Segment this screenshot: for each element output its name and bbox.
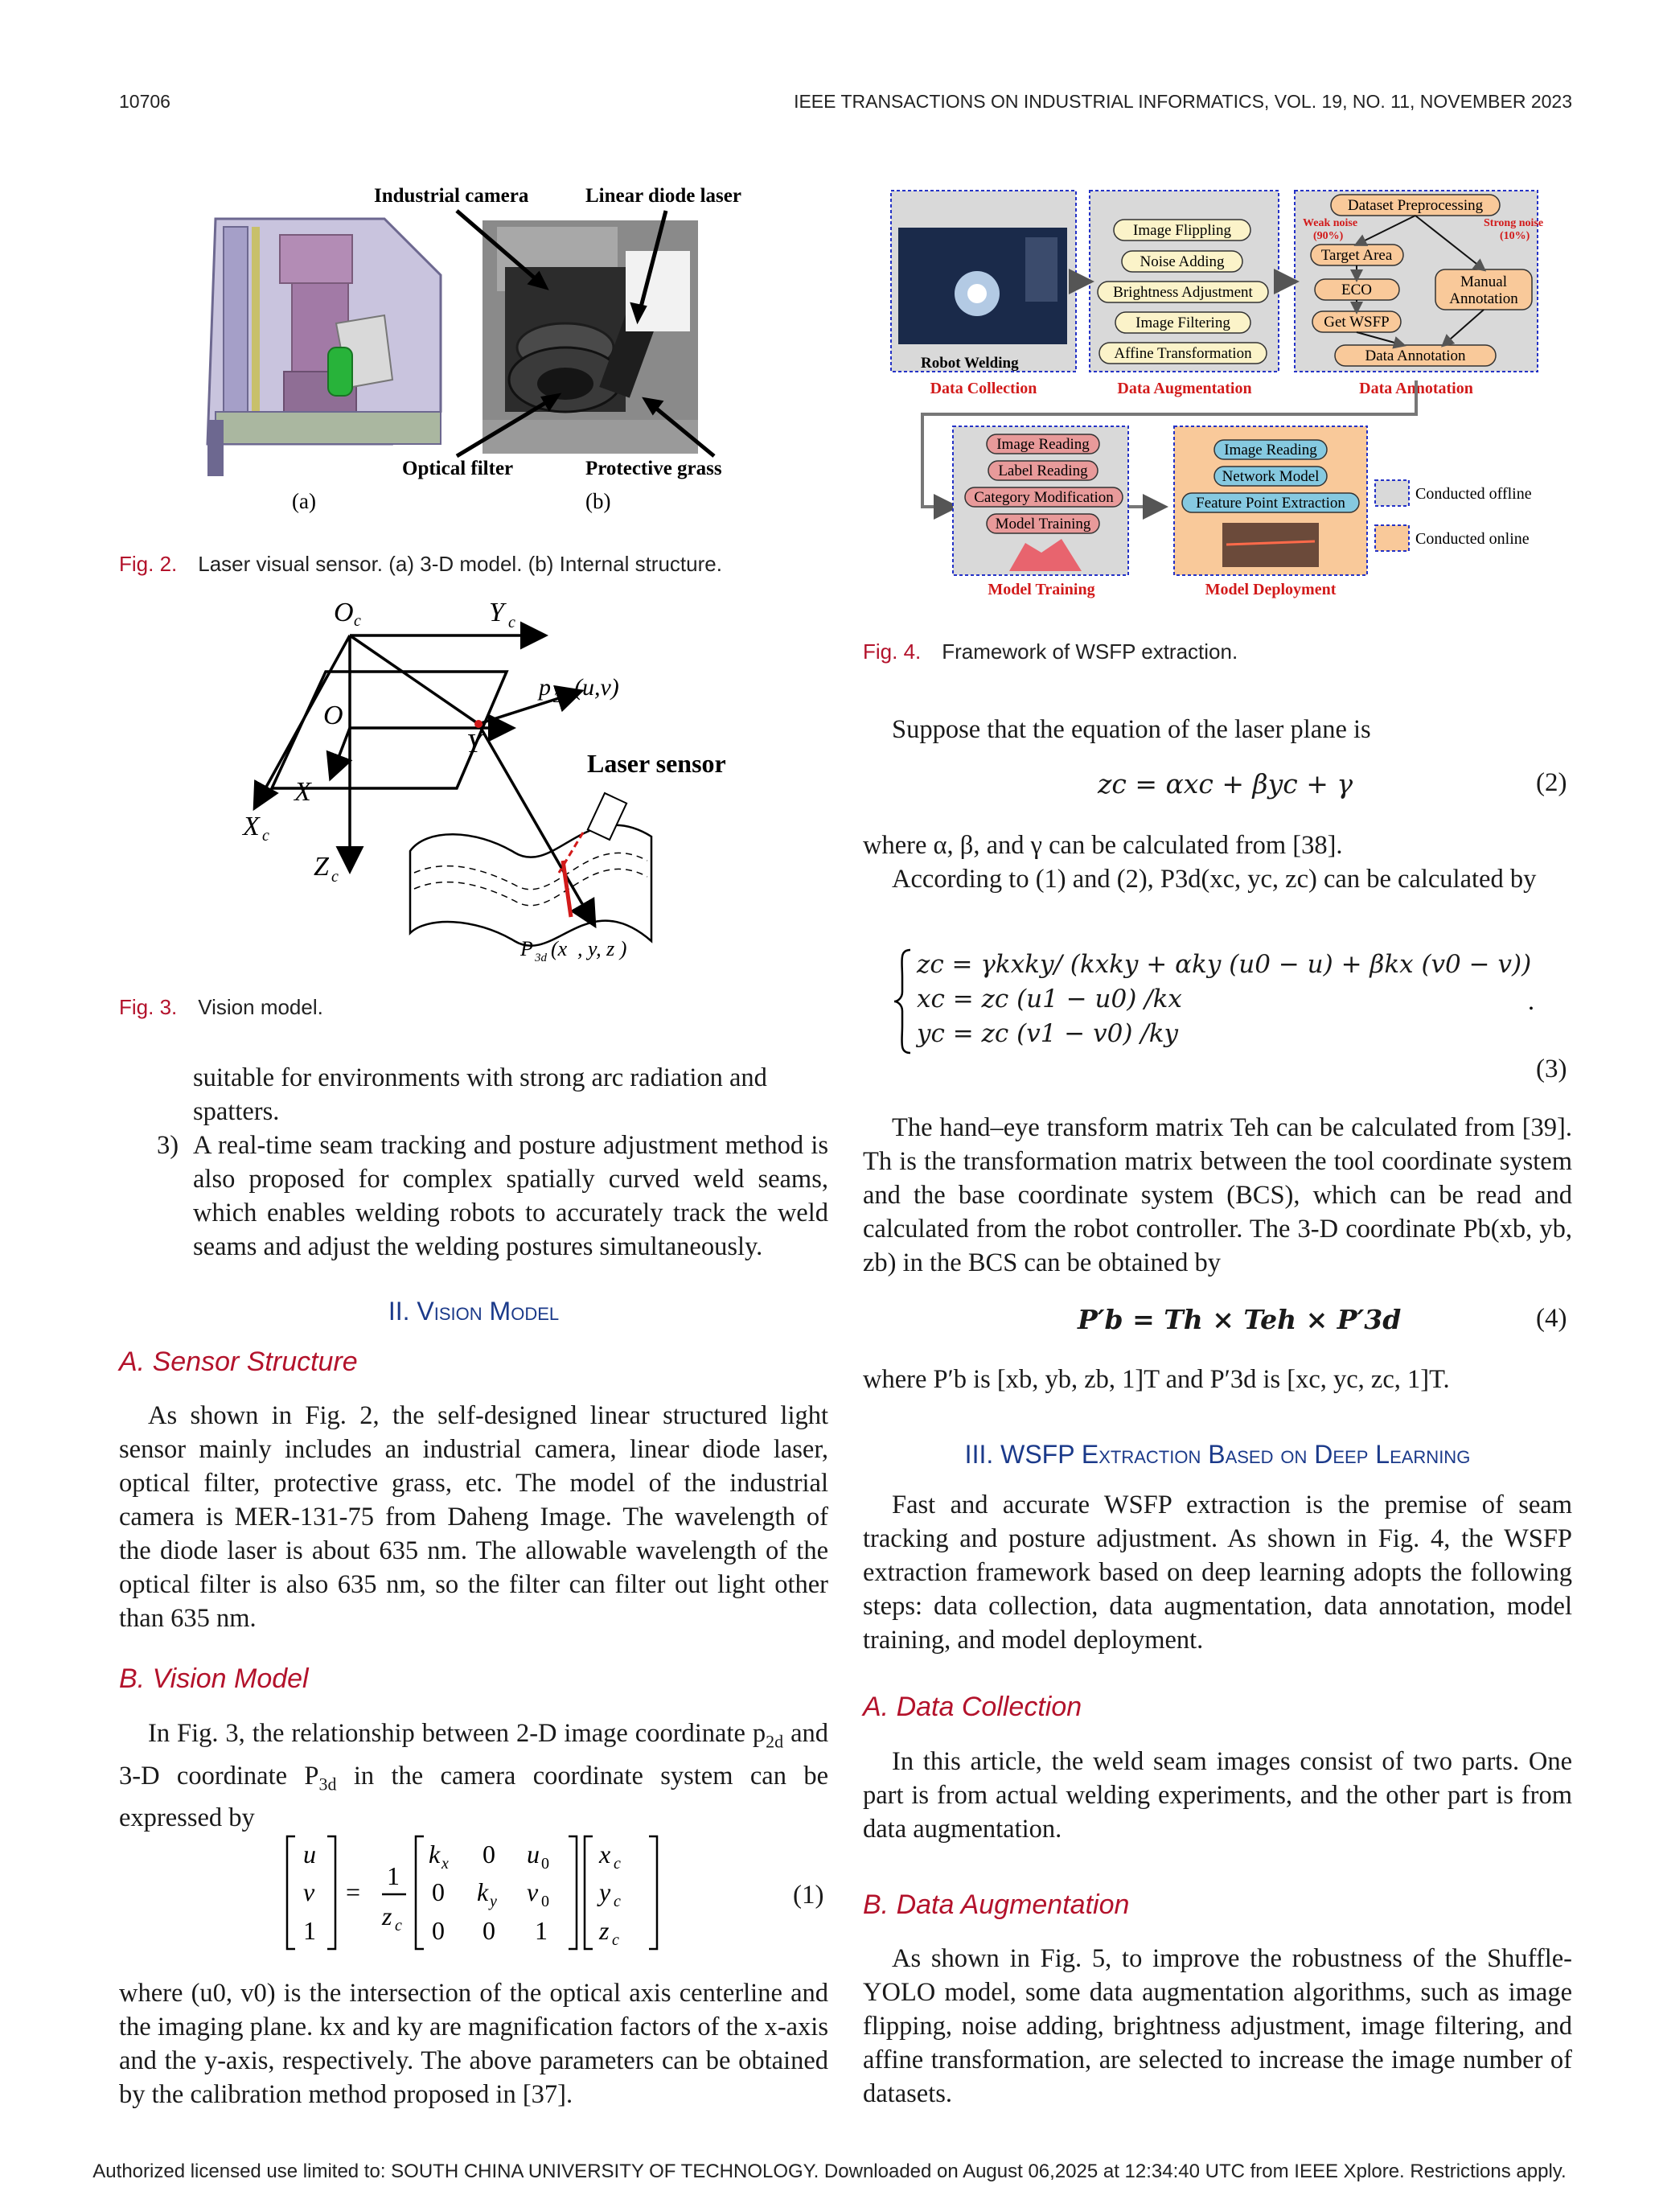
- laser-sensor-icon: [559, 793, 626, 917]
- label-linear-diode-laser: Linear diode laser: [585, 185, 741, 207]
- label-p3d-sub: 3d: [535, 952, 547, 964]
- label-zc: Z: [314, 852, 329, 882]
- svg-text:u: u: [303, 1840, 316, 1869]
- laser-plane-paragraph: [863, 713, 1572, 746]
- annot-dataset-preprocessing: Dataset Preprocessing: [1347, 197, 1484, 214]
- label-p3d-args-rest: , y, z ): [577, 937, 627, 960]
- label-xc-sub: c: [262, 827, 269, 845]
- section-3-heading: [863, 1440, 1572, 1470]
- aug-noise-adding: Noise Adding: [1140, 253, 1225, 270]
- figure-4-graphic: [889, 181, 1580, 615]
- after-eq1-paragraph: [119, 1976, 828, 2111]
- svg-text:u: u: [527, 1840, 540, 1869]
- subsection-3a-paragraph: [863, 1745, 1572, 1846]
- section-2-title: Vision Model: [417, 1297, 560, 1326]
- legend-online-swatch: [1375, 525, 1409, 551]
- train-label-reading: Label Reading: [998, 463, 1088, 479]
- aug-affine-transformation: Affine Transformation: [1114, 345, 1252, 362]
- annot-manual-2: Annotation: [1449, 290, 1518, 307]
- svg-text:c: c: [612, 1931, 619, 1949]
- fig2-caption-text: Laser visual sensor. (a) 3-D model. (b) Internal structure.: [198, 552, 722, 576]
- section-2-heading: [119, 1297, 828, 1326]
- figure-3: [233, 595, 748, 965]
- svg-text:1: 1: [387, 1861, 400, 1890]
- figure-3-graphic: [233, 595, 748, 965]
- svg-text:0: 0: [432, 1877, 445, 1906]
- train-model-training: Model Training: [995, 516, 1091, 532]
- vision-model-text-3: in the camera coordinate system can be expressed by: [119, 1761, 829, 1832]
- legend-offline-swatch: [1375, 480, 1409, 506]
- svg-text:v: v: [303, 1877, 315, 1906]
- annot-eco: ECO: [1341, 282, 1372, 298]
- svg-text:0: 0: [432, 1916, 445, 1945]
- label-data-augmentation: Data Augmentation: [1117, 380, 1252, 397]
- fig2-caption: [119, 552, 722, 577]
- subsection-3b-heading: B. Data Augmentation: [863, 1889, 1130, 1920]
- legend-offline-label: Conducted offline: [1415, 485, 1532, 503]
- annot-data-annotation: Data Annotation: [1365, 347, 1466, 364]
- aug-image-filtering: Image Filtering: [1135, 315, 1230, 331]
- train-image-reading: Image Reading: [996, 436, 1090, 453]
- label-data-annotation: Data Annotation: [1359, 380, 1473, 397]
- section-3-number: III.: [964, 1440, 994, 1469]
- subsection-2a-paragraph: [119, 1399, 828, 1635]
- svg-text:k: k: [429, 1840, 441, 1869]
- equation-4-text: P′b = Th × Teh × P′3d: [1078, 1304, 1402, 1335]
- svg-text:z: z: [382, 1902, 392, 1930]
- equation-1-graphic: [285, 1832, 663, 1953]
- label-p2d: p: [539, 674, 551, 701]
- equation-4-number: (4): [1536, 1304, 1567, 1333]
- section-3-title: WSFP Extraction Based on Deep Learning: [1000, 1440, 1471, 1469]
- label-yc-sub: c: [508, 614, 515, 631]
- fig4-caption: [863, 639, 1238, 664]
- svg-text:x: x: [441, 1855, 449, 1873]
- label-y: Y: [466, 729, 482, 759]
- equation-3-lines: [917, 948, 1531, 1051]
- svg-text:c: c: [395, 1917, 402, 1934]
- fig4-caption-label: Fig. 4.: [863, 639, 922, 664]
- label-data-collection: Data Collection: [930, 380, 1037, 397]
- label-weak-pct: (90%): [1313, 230, 1344, 242]
- where-abg-text: where α, β, and γ can be calculated from [38].: [863, 831, 1343, 860]
- according-text: According to (1) and (2), P3d(xc, yc, zc) can be calculated by: [892, 865, 1537, 894]
- svg-text:1: 1: [535, 1916, 548, 1945]
- svg-text:0: 0: [541, 1855, 549, 1873]
- fig3-caption-label: Fig. 3.: [119, 995, 178, 1019]
- label-x: X: [294, 777, 311, 807]
- figure-4: [889, 181, 1580, 615]
- svg-text:v: v: [527, 1877, 539, 1906]
- annot-target-area: Target Area: [1320, 247, 1393, 264]
- aug-image-flippling: Image Flippling: [1133, 222, 1231, 239]
- page-number: 10706: [119, 91, 170, 112]
- item3-text: A real-time seam tracking and posture adjustment method is also proposed for complex spatially curved weld seams, which enables welding robots to accurately track the weld seams and adjust the welding postures simultaneously.: [193, 1131, 828, 1261]
- item3-number: 3): [157, 1131, 179, 1160]
- section-3-text: Fast and accurate WSFP extraction is the premise of seam tracking and posture adjustment. As shown in Fig. 4, the WSFP extraction framework based on deep learning adopts the following steps: data collection, data augmentation, data annotation, model training, and model deployment.: [863, 1490, 1572, 1655]
- handeye-paragraph: [863, 1111, 1572, 1280]
- subfig-a-label: (a): [292, 489, 316, 513]
- equation-4: [1078, 1304, 1401, 1336]
- subsection-3a-heading: A. Data Collection: [863, 1692, 1082, 1722]
- fig3-caption: [119, 995, 323, 1020]
- svg-text:y: y: [490, 1893, 497, 1910]
- equation-2-number: (2): [1536, 768, 1567, 797]
- data-augmentation-text: As shown in Fig. 5, to improve the robustness of the Shuffle-YOLO model, some data augmentation algorithms, such as image flipping, noise adding, brightness adjustment, image filtering, and affine transformation, are selected to increase the image number of datasets.: [863, 1944, 1572, 2108]
- after-eq2-paragraph: [863, 828, 1572, 896]
- label-weak-noise: Weak noise: [1303, 217, 1358, 229]
- projection-point: [474, 720, 483, 728]
- label-p3d: P: [520, 937, 533, 960]
- section-2-number: II.: [388, 1297, 410, 1326]
- subsection-3b-paragraph: [863, 1942, 1572, 2111]
- figure-2: [119, 179, 827, 516]
- equation-3-number: (3): [1536, 1055, 1567, 1083]
- label-zc-sub: c: [331, 868, 339, 886]
- svg-text:x: x: [599, 1840, 611, 1869]
- svg-text:.: .: [1528, 986, 1534, 1015]
- fig4-caption-text: Framework of WSFP extraction.: [942, 639, 1238, 664]
- annot-get-wsfp: Get WSFP: [1324, 314, 1390, 331]
- label-strong-pct: (10%): [1500, 230, 1530, 242]
- svg-text:0: 0: [541, 1893, 549, 1910]
- label-laser-sensor: Laser sensor: [587, 749, 726, 778]
- svg-text:y: y: [599, 1877, 611, 1906]
- sensor-3d-model: [207, 219, 441, 476]
- section-3-paragraph: [863, 1488, 1572, 1657]
- after-eq1-text: where (u0, v0) is the intersection of the optical axis centerline and the imaging plane. kx and ky are magnification factors of the x-axis and the y-axis, respectively. The above parameters can be obtained by the calibration method proposed in [37].: [119, 1979, 828, 2109]
- label-p3d-args: (x: [551, 937, 568, 960]
- list-cont-line2: spatters.: [193, 1097, 280, 1126]
- contribution-list-continued: [193, 1061, 828, 1129]
- svg-text:c: c: [614, 1893, 621, 1910]
- deploy-network-model: Network Model: [1222, 468, 1320, 485]
- deploy-feature-point-extraction: Feature Point Extraction: [1196, 495, 1345, 512]
- aug-brightness-adjustment: Brightness Adjustment: [1113, 284, 1253, 301]
- svg-text:k: k: [477, 1877, 489, 1906]
- label-oc-sub: c: [354, 612, 361, 630]
- equation-3-line1: zc = γkxky/ (kxky + αky (u0 − u) + βkx (v0 − v)): [917, 950, 1532, 979]
- where-pb-text: where P′b is [xb, yb, zb, 1]T and P′3d is [xc, yc, zc, 1]T.: [863, 1365, 1450, 1394]
- label-industrial-camera: Industrial camera: [374, 185, 529, 207]
- label-o: O: [323, 701, 343, 730]
- fig3-caption-text: Vision model.: [198, 995, 323, 1019]
- svg-text:0: 0: [483, 1916, 495, 1945]
- label-optical-filter: Optical filter: [402, 458, 514, 479]
- subsection-2b-paragraph: In Fig. 3, the relationship between 2-D image coordinate $p_{2d}$ and 3-D coordinate $P_{3d}$ in the camera coordinate system can be expressed by: [119, 1719, 829, 1832]
- label-xc: X: [243, 812, 260, 841]
- label-p2d-args: (u,v): [574, 674, 619, 701]
- svg-text:c: c: [614, 1855, 621, 1873]
- label-model-training: Model Training: [988, 581, 1095, 598]
- subsection-2a-heading: A. Sensor Structure: [119, 1347, 358, 1377]
- journal-header: IEEE TRANSACTIONS ON INDUSTRIAL INFORMATICS, VOL. 19, NO. 11, NOVEMBER 2023: [794, 91, 1572, 112]
- vision-model-text-2: and 3-D coordinate P: [119, 1719, 828, 1791]
- license-footer: Authorized licensed use limited to: SOUTH CHINA UNIVERSITY OF TECHNOLOGY. Downloaded on August 06,2025 at 12:34:40 UTC from IEEE Xplore. Restrictions apply.: [92, 2161, 1567, 2182]
- deploy-image-reading: Image Reading: [1224, 442, 1317, 458]
- after-eq4-paragraph: [863, 1363, 1572, 1396]
- label-strong-noise: Strong noise: [1484, 217, 1544, 229]
- equation-2-text: zc = αxc + βyc + γ: [1098, 768, 1353, 800]
- label-model-deployment: Model Deployment: [1205, 581, 1337, 598]
- equation-1: [285, 1832, 663, 1953]
- label-oc: O: [334, 598, 354, 627]
- label-robot-welding: Robot Welding: [921, 355, 1019, 372]
- label-p2d-sub: 2d: [553, 690, 567, 705]
- equation-3-line3: yc = zc (v1 − v0) /ky: [917, 1019, 1179, 1048]
- label-yc: Y: [489, 598, 504, 627]
- equation-3-line2: xc = zc (u1 − u0) /kx: [917, 985, 1182, 1013]
- svg-text:z: z: [599, 1916, 610, 1945]
- train-category-modification: Category Modification: [974, 489, 1114, 506]
- subfig-b-label: (b): [585, 489, 611, 513]
- equation-2: [1098, 768, 1353, 800]
- svg-text:1: 1: [303, 1916, 316, 1945]
- subsection-2b-heading: B. Vision Model: [119, 1663, 309, 1694]
- sensor-structure-text: As shown in Fig. 2, the self-designed linear structured light sensor mainly includes an industrial camera, linear diode laser, optical filter, protective grass, etc. The model of the industrial camera is MER-131-75 from Daheng Image. The wavelength of the diode laser is about 635 nm. The allowable wavelength of the optical filter is also 635 nm, so the filter can filter out light other than 635 nm.: [119, 1401, 828, 1633]
- vision-model-text-1: In Fig. 3, the relationship between 2-D image coordinate p: [148, 1719, 766, 1748]
- legend-online-label: Conducted online: [1415, 530, 1530, 548]
- equation-1-number: (1): [793, 1881, 824, 1910]
- svg-text:0: 0: [483, 1840, 495, 1869]
- figure-2-graphic: [119, 179, 827, 516]
- list-cont-line1: suitable for environments with strong arc radiation and: [193, 1063, 767, 1092]
- laser-plane-text: Suppose that the equation of the laser plane is: [892, 715, 1371, 744]
- annot-manual-1: Manual: [1460, 273, 1508, 290]
- data-collection-text: In this article, the weld seam images consist of two parts. One part is from actual welding experiments, and the other part is from data augmentation.: [863, 1747, 1572, 1844]
- fig2-caption-label: Fig. 2.: [119, 552, 178, 576]
- handeye-text: The hand–eye transform matrix Teh can be calculated from [39]. Th is the transformation matrix between the tool coordinate system and the base coordinate system (BCS), which can be read and calculated from the robot controller. The 3-D coordinate Pb(xb, yb, zb) in the BCS can be obtained by: [863, 1113, 1572, 1277]
- svg-text:=: =: [346, 1877, 361, 1906]
- label-protective-grass: Protective grass: [585, 458, 722, 479]
